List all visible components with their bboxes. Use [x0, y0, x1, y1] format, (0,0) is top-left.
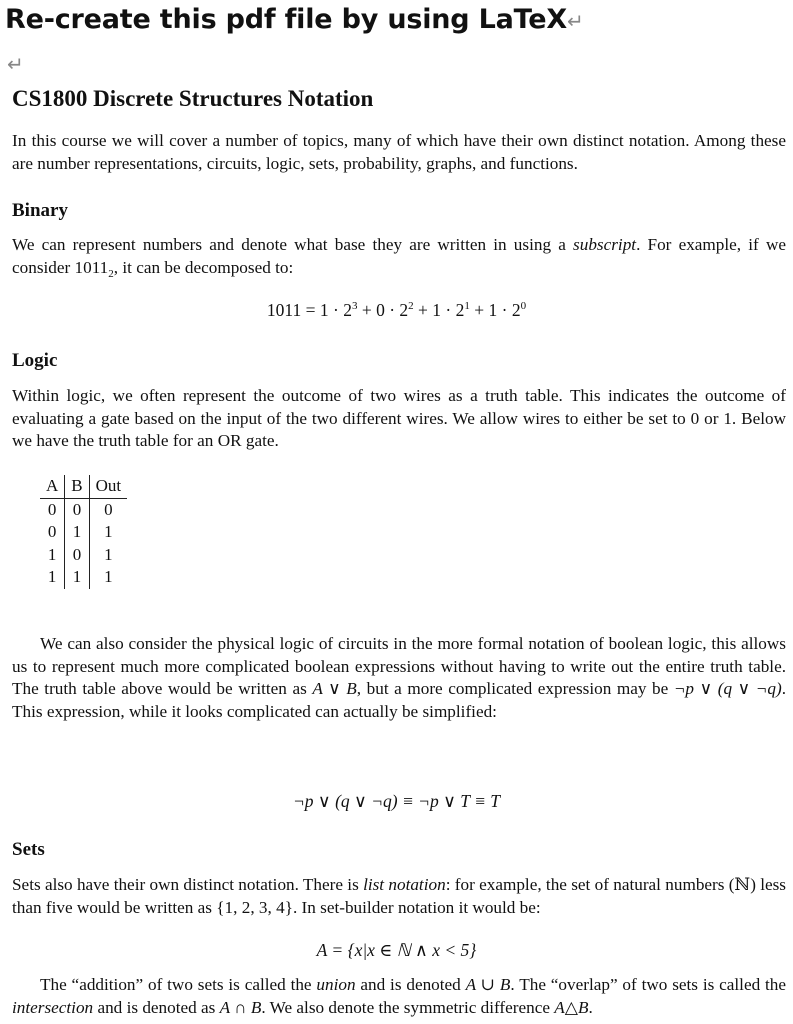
return-mark-icon: ↵ [567, 9, 584, 33]
table-cell: 0 [40, 498, 65, 521]
prompt-heading [5, 4, 584, 35]
sets-heading: Sets [12, 839, 45, 860]
table-cell: 1 [65, 521, 89, 544]
header-out: Out [89, 475, 127, 498]
table-cell: 1 [104, 567, 113, 587]
header-b: B [65, 475, 89, 498]
header-a: A [40, 475, 65, 498]
truth-table [40, 475, 127, 589]
table-cell: 1 [104, 522, 113, 542]
table-cell: 0 [104, 499, 113, 519]
logic-paragraph: Within logic, we often represent the outcome of two wires as a truth table. This indicates the outcome of evaluating a gate based on the input of the two different wires. We allow wires to either be set to 0 or 1. Below we have the truth table for an OR gate. [12, 386, 786, 451]
table-row [40, 544, 127, 567]
union-paragraph: The “addition” of two sets is called the union and is denoted A ∪ B. The “overlap” of two sets is called the intersection and is denoted as A ∩ B. We also denote the symmetric difference A△B. [12, 975, 787, 1017]
prompt-text: Re-create this pdf file by using LaTeX [5, 4, 568, 35]
table-row [40, 521, 127, 544]
document-title: CS1800 Discrete Structures Notation [12, 86, 374, 111]
table-cell: 1 [65, 566, 89, 589]
binary-equation: $1011 = 1 \cdot 2^3 + 0 \cdot 2^2 + 1 \cdot 2^1 + 1 \cdot 2^0$ [266, 300, 527, 320]
intro-paragraph: In this course we will cover a number of topics, many of which have their own distinct notation. Among these are number representations, circuits, logic, sets, probability, graphs, and functions. [12, 131, 786, 173]
boolean-paragraph: We can also consider the physical logic of circuits in the more formal notation of boolean logic, this allows us to represent much more complicated boolean expressions without having to write out the entire truth table. The truth table above would be written as A ∨ B, but a more complicated expression may be ¬p ∨ (q ∨ ¬q). This expression, while it looks complicated can actually be simplified: [12, 634, 786, 721]
table-row [40, 566, 127, 589]
table-cell: 0 [65, 498, 89, 521]
table-cell: 1 [104, 544, 113, 564]
logic-equation: ¬p ∨ (q ∨ ¬q) ≡ ¬p ∨ T ≡ T [292, 791, 501, 811]
binary-paragraph: We can represent numbers and denote what base they are written in using a subscript. For example, if we consider $1011_2$, it can be decomposed to: [12, 235, 786, 280]
table-cell: 0 [40, 521, 65, 544]
sets-paragraph: Sets also have their own distinct notation. There is list notation: for example, the set of natural numbers (ℕ) less than five would be written as {1, 2, 3, 4}. In set-builder notation it would be: [12, 875, 786, 917]
table-cell: 1 [40, 566, 65, 589]
binary-heading: Binary [12, 200, 68, 221]
truth-table-header-row [40, 475, 127, 498]
table-row [40, 498, 127, 521]
table-cell: 0 [65, 544, 89, 567]
sets-equation: A = {x|x ∈ ℕ ∧ x < 5} [316, 940, 477, 960]
logic-heading: Logic [12, 350, 58, 371]
return-mark-icon: ↵ [7, 52, 24, 76]
table-cell: 1 [40, 544, 65, 567]
